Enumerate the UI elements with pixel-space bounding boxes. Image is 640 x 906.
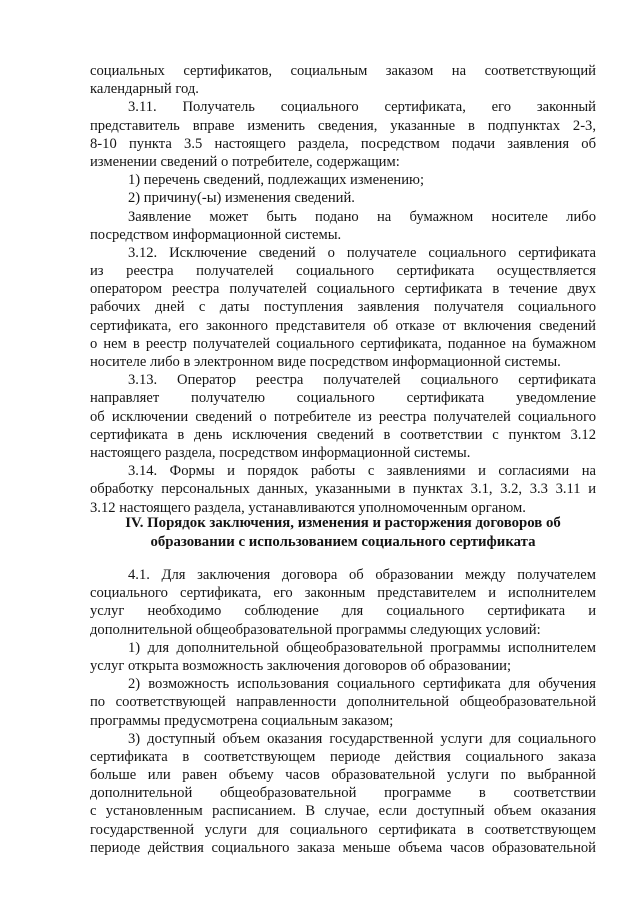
text-line: носителе либо в электронном виде посредством информационной системы. (90, 354, 561, 370)
text-line: периоде действия социального заказа меньше объема часов образовательной (90, 839, 596, 856)
text-line: об исключении сведений о потребителе из реестра получателей социального (90, 408, 596, 425)
text-line: больше или равен объему часов образовательной услуги по выбранной (90, 767, 596, 784)
text-line: социального сертификата, его законным представителем и исполнителем (90, 585, 596, 602)
section-4-heading (90, 514, 596, 552)
text-line: 3.13. Оператор реестра получателей социального сертификата (128, 372, 596, 389)
text-line: 2) причину(-ы) изменения сведений. (128, 190, 355, 207)
text-line: 1) перечень сведений, подлежащих изменению; (128, 172, 425, 189)
text-line: 4.1. Для заключения договора об образовании между получателем (128, 567, 596, 583)
text-line: обработку персональных данных, указанными в пунктах 3.1, 3.2, 3.3 3.11 и (90, 481, 596, 498)
text-line: 3.12 настоящего раздела, устанавливаются уполномоченным органом. (90, 499, 526, 516)
text-line: направляет получателю социального сертификата уведомление (90, 390, 596, 407)
text-line: настоящего раздела, посредством информационной системы. (90, 444, 471, 461)
text-line: 2) возможность использования социального сертификата для обучения (128, 676, 596, 693)
text-line: сертификата в соответствующем периоде действия социального заказа (90, 748, 596, 765)
text-line: 3) доступный объем оказания государственной услуги для социального (128, 730, 596, 747)
text-line: государственной услуги для социального сертификата в соответствующем (90, 821, 596, 838)
text-line: рабочих дней с даты поступления заявления получателя социального (90, 299, 596, 316)
text-line: о нем в реестр получателей социального сертификата, поданное на бумажном (90, 335, 596, 352)
text-line: представитель вправе изменить сведения, указанные в подпунктах 2-3, (90, 117, 596, 134)
text-line: социальных сертификатов, социальным заказом на соответствующий (90, 63, 596, 79)
text-line: дополнительной общеобразовательной программы следующих условий: (90, 621, 541, 638)
text-line: оператором реестра получателей социального сертификата в течение двух (90, 281, 596, 298)
text-line: дополнительной общеобразовательной программе в соответствии (90, 785, 596, 802)
text-line: программы предусмотрена социальным заказом; (90, 712, 394, 729)
text-line: услуг открыта возможность заключения договоров об образовании; (90, 657, 511, 674)
text-line: посредством информационной системы. (90, 226, 342, 243)
section-4-heading-line-1: IV. Порядок заключения, изменения и расторжения договоров об (125, 515, 561, 531)
text-line: календарный год. (90, 81, 199, 98)
text-line: 3.12. Исключение сведений о получателе социального сертификата (128, 244, 596, 261)
text-line: из реестра получателей социального сертификата осуществляется (90, 263, 596, 280)
text-line: по соответствующей направленности дополнительной общеобразовательной (90, 694, 596, 711)
text-line: сертификата в день исключения сведений в соответствии с пунктом 3.12 (90, 426, 596, 443)
text-line: сертификата, его законного представителя об отказе от включения сведений (90, 317, 596, 334)
section-4-heading-line-2: образовании с использованием социального сертификата (150, 534, 536, 550)
text-line: 8-10 пункта 3.5 настоящего раздела, посредством подачи заявления об (90, 135, 596, 152)
text-line: изменении сведений о потребителе, содержащим: (90, 153, 400, 170)
section-4-text (90, 566, 596, 857)
section-3-text (90, 62, 596, 517)
text-line: 1) для дополнительной общеобразовательной программы исполнителем (128, 639, 596, 656)
text-line: 3.11. Получатель социального сертификата, его законный (128, 99, 596, 116)
text-line: Заявление может быть подано на бумажном носителе либо (128, 208, 596, 225)
text-line: с установленным расписанием. В случае, если доступный объем оказания (90, 803, 596, 820)
text-line: 3.14. Формы и порядок работы с заявлениями и согласиями на (128, 463, 596, 480)
text-line: услуг необходимо соблюдение для социального сертификата и (90, 603, 596, 620)
